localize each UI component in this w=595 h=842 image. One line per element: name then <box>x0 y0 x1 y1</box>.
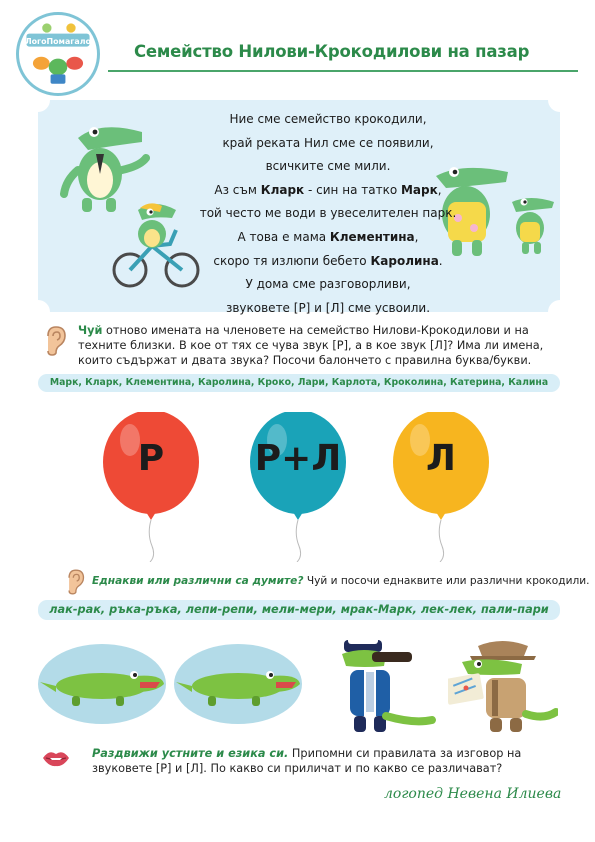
name-highlight: Кларк <box>260 182 305 197</box>
poem-text <box>178 108 478 320</box>
task3-instruction <box>92 746 562 776</box>
poem-line: всичките сме мили. <box>265 159 391 174</box>
task2-text: Чуй и посочи еднаквите или различни крокодили. <box>303 575 590 587</box>
poem-line: край реката Нил сме се появили, <box>222 135 434 150</box>
logo-text: ЛогоПомагало <box>25 36 91 46</box>
crocodile-dad-illustration <box>60 110 150 214</box>
crocodile-sailor-illustration[interactable] <box>328 632 438 736</box>
page-title: Семейство Нилови-Крокодилови на пазар <box>134 42 530 61</box>
poem-line: У дома сме разговорливи, <box>245 277 411 292</box>
poem-box <box>38 100 560 315</box>
name-highlight: Каролина <box>370 253 439 268</box>
balloon-label: Л <box>426 438 456 479</box>
task1-text: отново имената на членовете на семейство Нилови-Крокодилови и на техните близки. В кое от тях се чува звук [Р], а в кое звук [Л]? Има ли имена, които съдържат и двата звука? Посочи балончето с правилна буква/букви. <box>78 324 544 367</box>
ear-icon <box>64 569 86 595</box>
names-list: Марк, Кларк, Клементина, Каролина, Кроко, Лари, Карлота, Кроколина, Катерина, Калина <box>38 374 560 392</box>
poem-line: той често ме води в увеселителен парк. <box>199 206 457 221</box>
balloon-r[interactable] <box>96 412 206 562</box>
author-signature: логопед Невена Илиева <box>384 786 562 802</box>
name-highlight: Клементина <box>329 229 415 244</box>
title-divider <box>108 70 578 72</box>
crocodile-explorer-illustration[interactable] <box>448 636 558 736</box>
task3-text: Припомни си правилата за изговор на звуковете [Р] и [Л]. По какво си приличат и по какво се различават? <box>92 747 522 775</box>
name-highlight: Марк <box>400 182 438 197</box>
poem-line: скоро тя излюпи бебето Каролина. <box>213 253 443 268</box>
poem-line: Ние сме семейство крокодили, <box>229 112 427 126</box>
crocodile-pair-illustration[interactable] <box>36 642 306 726</box>
ear-icon <box>42 326 68 356</box>
lips-icon <box>42 748 70 768</box>
task1-instruction <box>78 323 558 368</box>
balloon-label: Р <box>137 438 165 479</box>
logo <box>16 12 100 96</box>
balloon-r-plus-l[interactable] <box>243 412 353 562</box>
task1-lead: Чуй <box>78 324 103 337</box>
poem-line: Аз съм Кларк - син на татко Марк, <box>214 182 442 197</box>
poem-line: А това е мама Клементина, <box>237 229 419 244</box>
task2-lead: Еднакви или различни са думите? <box>92 575 304 587</box>
logo-illustration-icon <box>19 15 97 93</box>
task2-instruction <box>92 574 590 589</box>
balloon-l[interactable] <box>386 412 496 562</box>
poem-line: звуковете [Р] и [Л] сме усвоили. <box>225 300 431 315</box>
balloon-label: Р+Л <box>254 438 342 479</box>
task3-lead: Раздвижи устните и езика си. <box>92 747 289 760</box>
word-pairs-list: лак-рак, ръка-ръка, лепи-репи, мели-мери, мрак-Марк, лек-лек, пали-пари <box>38 600 560 620</box>
